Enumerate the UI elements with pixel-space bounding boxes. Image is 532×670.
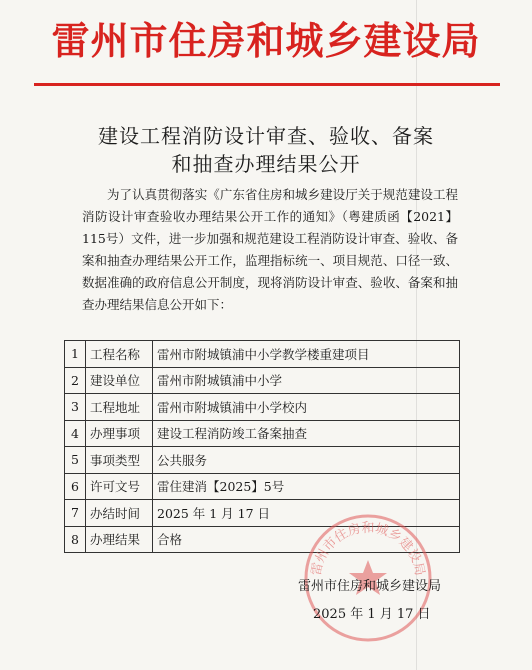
- signature-organization: 雷州市住房和城乡建设局: [298, 579, 442, 594]
- header-red-rule: [34, 83, 500, 86]
- row-label-cell: 工程名称: [86, 341, 153, 368]
- body-paragraph: 为了认真贯彻落实《广东省住房和城乡建设厅关于规范建设工程消防设计审查验收办理结果公开工作的通知》（粤建质函【2021】115号）文件，进一步加强和规范建设工程消防设计审查、验收、备案和抽查办理结果公开工作，监理指标统一、项目规范、口径一致、数据准确的政府信息公开制度，现将消防设计审查、验收、备案和抽查办理结果信息公开如下：: [82, 187, 458, 312]
- table-row: [65, 367, 460, 394]
- row-label-cell: 办结时间: [86, 500, 153, 527]
- table-row: [65, 341, 460, 368]
- row-number-cell: 7: [65, 500, 86, 527]
- row-label-cell: 办理结果: [86, 526, 153, 553]
- row-number-cell: 6: [65, 473, 86, 500]
- row-value-cell: 雷州市附城镇浦中小学: [153, 367, 460, 394]
- row-label-cell: 许可文号: [86, 473, 153, 500]
- row-value-cell: 雷州市附城镇浦中小学校内: [153, 394, 460, 421]
- row-value-cell: 2025 年 1 月 17 日: [153, 500, 460, 527]
- row-number-cell: 1: [65, 341, 86, 368]
- row-value-cell: 公共服务: [153, 447, 460, 474]
- row-number-cell: 2: [65, 367, 86, 394]
- table-row: [65, 420, 460, 447]
- row-number-cell: 8: [65, 526, 86, 553]
- row-label-cell: 事项类型: [86, 447, 153, 474]
- document-title-line-2: 和抽查办理结果公开: [171, 152, 361, 176]
- signature-date: 2025 年 1 月 17 日: [313, 607, 431, 622]
- row-value-cell: 雷住建消【2025】5号: [153, 473, 460, 500]
- table-row: [65, 447, 460, 474]
- svg-text:雷州市住房和城乡建设局: 雷州市住房和城乡建设局: [308, 521, 428, 578]
- org-header-title: 雷州市住房和城乡建设局: [51, 19, 481, 63]
- table-row: [65, 394, 460, 421]
- row-value-cell: 雷州市附城镇浦中小学教学楼重建项目: [153, 341, 460, 368]
- table-row: [65, 473, 460, 500]
- row-label-cell: 办理事项: [86, 420, 153, 447]
- row-label-cell: 建设单位: [86, 367, 153, 394]
- row-value-cell: 建设工程消防竣工备案抽查: [153, 420, 460, 447]
- row-number-cell: 5: [65, 447, 86, 474]
- row-label-cell: 工程地址: [86, 394, 153, 421]
- row-value-cell: 合格: [153, 526, 460, 553]
- row-number-cell: 4: [65, 420, 86, 447]
- document-title-line-1: 建设工程消防设计审查、验收、备案: [98, 124, 434, 148]
- row-number-cell: 3: [65, 394, 86, 421]
